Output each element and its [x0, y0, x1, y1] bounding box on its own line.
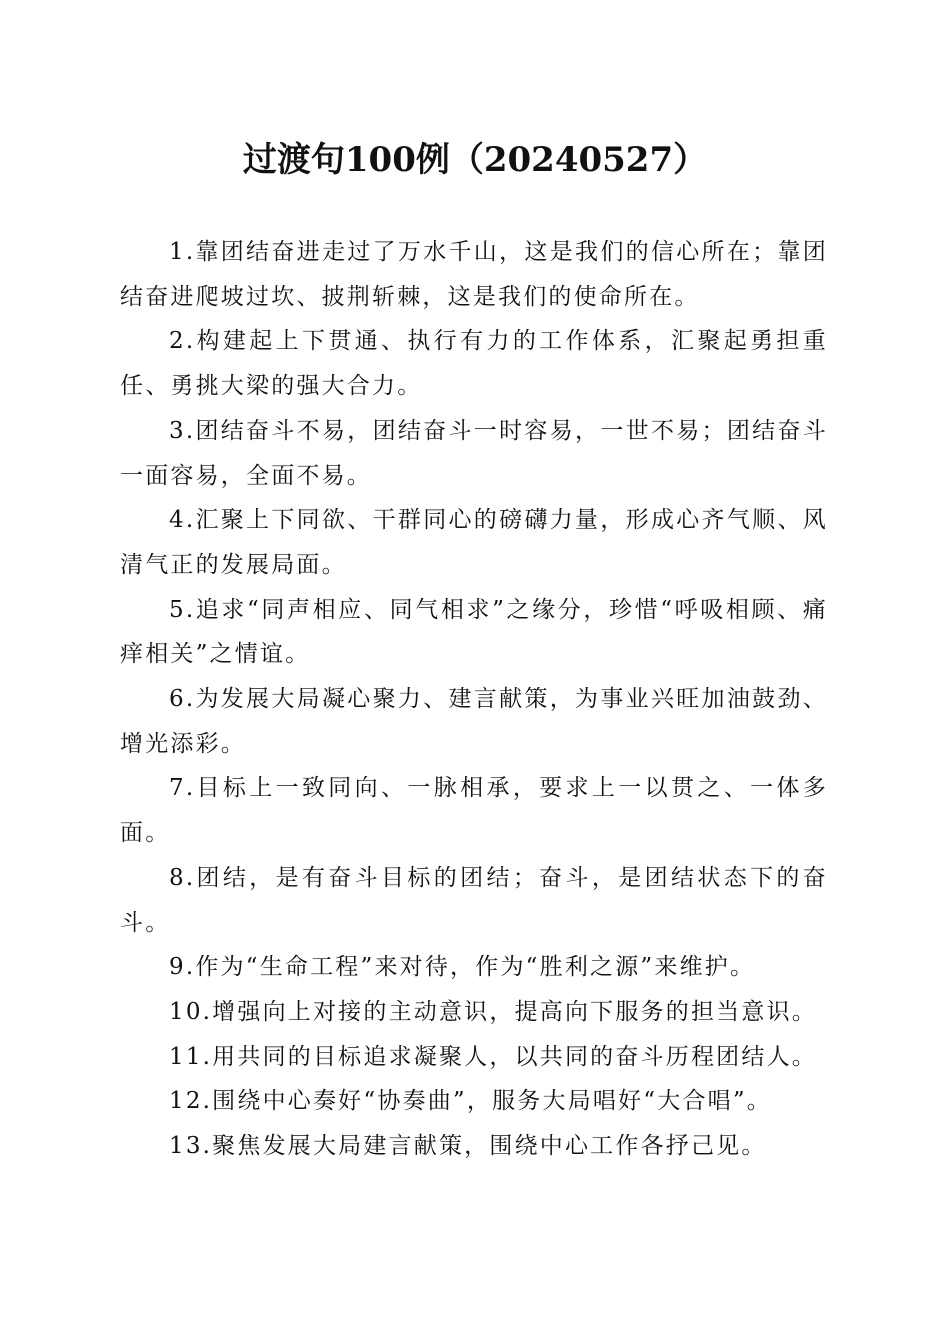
- paragraph-6: 6.为发展大局凝心聚力、建言献策，为事业兴旺加油鼓劲、增光添彩。: [120, 686, 828, 757]
- paragraph-3: 3.团结奋斗不易，团结奋斗一时容易，一世不易；团结奋斗一面容易，全面不易。: [120, 417, 828, 489]
- paragraph-11: 11.用共同的目标追求凝聚人，以共同的奋斗历程团结人。: [169, 1043, 817, 1070]
- paragraph-12: 12.围绕中心奏好“协奏曲”，服务大局唱好“大合唱”。: [169, 1088, 773, 1115]
- paragraph-10: 10.增强向上对接的主动意识，提高向下服务的担当意识。: [169, 998, 817, 1025]
- paragraph-4: 4.汇聚上下同欲、干群同心的磅礴力量，形成心齐气顺、风清气正的发展局面。: [120, 507, 828, 578]
- document-body: [120, 230, 828, 1169]
- document-title: 过渡句100例（20240527）: [242, 140, 708, 180]
- paragraph-9: 9.作为“生命工程”来对待，作为“胜利之源”来维护。: [169, 954, 756, 981]
- paragraph-1: 1.靠团结奋进走过了万水千山，这是我们的信心所在；靠团结奋进爬坡过坎、披荆斩棘，这是我们的使命所在。: [120, 239, 828, 310]
- paragraph-13: 13.聚焦发展大局建言献策，围绕中心工作各抒己见。: [169, 1133, 767, 1160]
- paragraph-7: 7.目标上一致同向、一脉相承，要求上一以贯之、一体多面。: [120, 775, 828, 847]
- paragraph-5: 5.追求“同声相应、同气相求”之缘分，珍惜“呼吸相顾、痛痒相关”之情谊。: [120, 596, 828, 668]
- paragraph-2: 2.构建起上下贯通、执行有力的工作体系，汇聚起勇担重任、勇挑大梁的强大合力。: [120, 328, 828, 400]
- paragraph-8: 8.团结，是有奋斗目标的团结；奋斗，是团结状态下的奋斗。: [120, 864, 828, 936]
